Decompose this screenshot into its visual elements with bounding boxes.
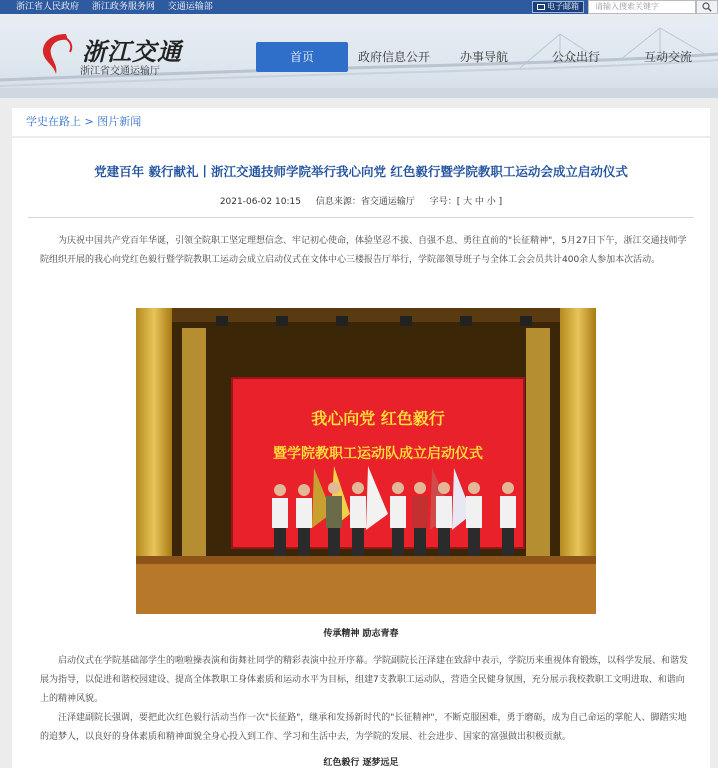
article-paragraph: 启动仪式在学院基础部学生的啦啦操表演和街舞社同学的精彩表演中拉开序幕。学院副院长汪泽建在致辞中表示，学院历来重视体育锻炼，以科学发展、和谐发展为指导，以促进和谐校园建设、提高全体教职工身体素质和运动水平为目标，组建7支教职工运动队，营造全民健身氛围，充分展示我校教职工文明进取、和谐向上的精神风貌。 [40, 656, 689, 704]
search-icon [702, 2, 712, 12]
site-header [0, 14, 718, 98]
screen-text-line-2: 暨学院教职工运动队成立启动仪式 [273, 446, 483, 462]
top-link-service-net[interactable]: 浙江政务服务网 [91, 2, 155, 12]
nav-service-guide[interactable]: 办事导航 [459, 50, 508, 64]
nav-gov-info[interactable]: 政府信息公开 [357, 50, 430, 64]
article-photo [136, 308, 596, 614]
mail-label: 电子邮箱 [547, 2, 579, 11]
article-paragraph: 为庆祝中国共产党百年华诞，引领全院职工坚定理想信念、牢记初心使命，体验坚忍不拔、自强不息、勇往直前的"长征精神"，5月27日下午，浙江交通技师学院组织开展的我心向党红色毅行暨学院教职工运动会成立启动仪式在文体中心三楼报告厅举行，学院部领导班子与全体工会会员共计400余人参加本次活动。 [40, 236, 687, 265]
top-link-province-gov[interactable]: 浙江省人民政府 [16, 2, 80, 12]
photo-caption: 红色毅行 逐梦远足 [323, 758, 399, 768]
mail-button[interactable] [532, 1, 584, 13]
article-panel [12, 138, 710, 768]
screen-text-line-1: 我心向党 红色毅行 [311, 409, 445, 428]
envelope-icon [537, 4, 545, 10]
site-logo-icon [38, 30, 78, 76]
article-meta [12, 194, 710, 207]
top-link-transport-ministry[interactable]: 交通运输部 [167, 2, 213, 12]
photo-caption: 传承精神 励志青春 [323, 629, 399, 639]
font-size-switcher[interactable]: 字号：[ 大 中 小 ] [429, 197, 503, 207]
nav-home[interactable]: 首页 [256, 42, 348, 72]
article-title: 党建百年 毅行献礼丨浙江交通技师学院举行我心向党 红色毅行暨学院教职工运动会成立启动仪式 [94, 164, 628, 179]
nav-public-travel[interactable]: 公众出行 [551, 50, 600, 64]
article-source: 信息来源：省交通运输厅 [315, 197, 415, 207]
site-name: 浙江交通 [82, 37, 182, 66]
site-subtitle: 浙江省交通运输厅 [80, 66, 160, 77]
breadcrumb[interactable]: 学史在路上 > 图片新闻 [12, 108, 710, 136]
article-date: 2021-06-02 10:15 [219, 197, 301, 207]
nav-interaction[interactable]: 互动交流 [643, 50, 692, 64]
stage-ceremony-image [136, 308, 596, 614]
top-links [16, 0, 223, 14]
search-input[interactable]: 请输入搜索关键字 [588, 0, 696, 14]
title-divider [28, 217, 694, 218]
search-button[interactable] [696, 0, 718, 14]
article-paragraph: 汪泽建副院长强调，要把此次红色毅行活动当作一次"长征路"，继承和发扬新时代的"长征精神"，不断克服困难，勇于磨砺，成为自己命运的掌舵人、脚踏实地的追梦人，以良好的身体素质和精神面貌全身心投入到工作、学习和生活中去，为学院的发展、社会进步、国家的富强做出积极贡献。 [40, 713, 687, 742]
